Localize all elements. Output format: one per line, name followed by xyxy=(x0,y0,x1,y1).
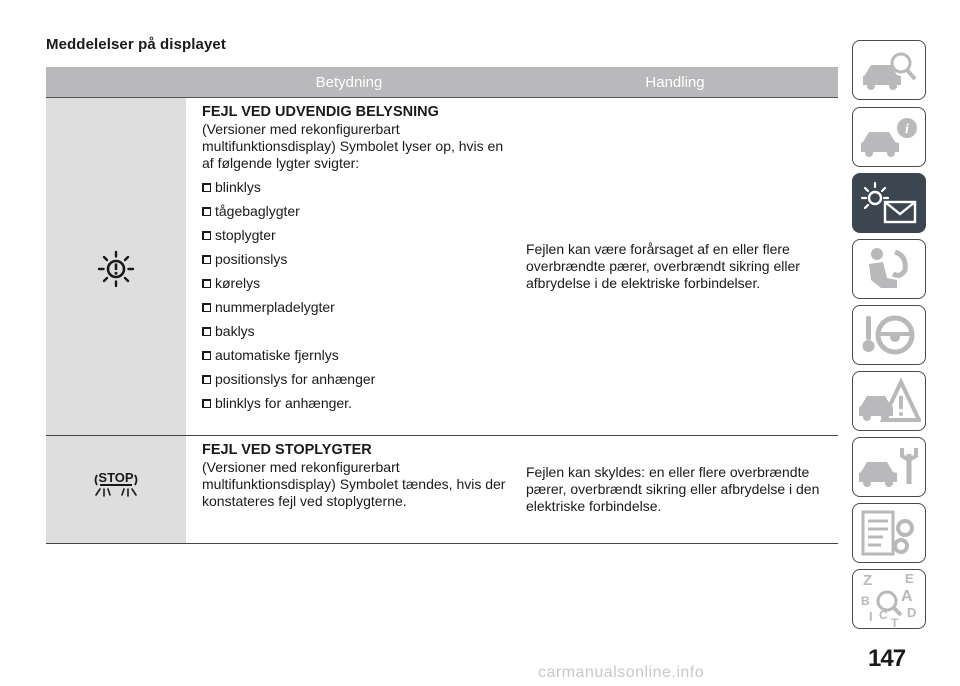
svg-text:i: i xyxy=(905,122,909,137)
list-item xyxy=(202,395,512,412)
car-info-icon xyxy=(857,112,921,162)
svg-text:Z: Z xyxy=(863,572,873,589)
car-emergency-icon xyxy=(857,376,921,426)
warning-light-message-icon xyxy=(857,178,921,228)
header-symbol-column xyxy=(46,67,186,97)
action-text: Fejlen kan være forårsaget af en eller flere overbrændte pærer, overbrændt sikring eller afbrydelse i de elektriske forbindelser. xyxy=(526,241,800,291)
checkbox-bullet-icon xyxy=(202,255,211,264)
svg-text:A: A xyxy=(901,588,913,605)
checkbox-bullet-icon xyxy=(202,303,211,312)
checkbox-bullet-icon xyxy=(202,231,211,240)
list-item-label: tågebaglygter xyxy=(215,203,300,219)
list-item xyxy=(202,299,512,316)
list-item-label: baklys xyxy=(215,323,255,339)
list-item-label: blinklys for anhænger. xyxy=(215,395,352,411)
checkbox-bullet-icon xyxy=(202,207,211,216)
svg-text:I: I xyxy=(869,609,873,624)
stop-icon-label: STOP xyxy=(98,470,134,485)
action-cell xyxy=(512,436,838,543)
svg-text:C: C xyxy=(879,608,888,622)
chapter-tab-emergency[interactable] xyxy=(852,371,926,431)
header-action: Handling xyxy=(645,74,705,91)
symbol-cell xyxy=(46,436,186,543)
action-text: Fejlen kan skyldes: en eller flere overbrændte pærer, overbrændt sikring eller afbrydelse i den elektriske forbindelse. xyxy=(526,464,820,514)
list-item-label: stoplygter xyxy=(215,227,276,243)
fault-description: (Versioner med rekonfigurerbart multifunktionsdisplay) Symbolet tændes, hvis der konstateres fejl ved stoplygterne. xyxy=(202,459,506,509)
car-wrench-icon xyxy=(857,442,921,492)
list-item xyxy=(202,371,512,388)
list-item-label: positionslys xyxy=(215,251,288,267)
checkbox-bullet-icon xyxy=(202,375,211,384)
table-row xyxy=(46,436,838,544)
action-cell xyxy=(512,98,838,435)
list-item-label: nummerpladelygter xyxy=(215,299,335,315)
svg-text:T: T xyxy=(891,616,899,627)
fault-title: FEJL VED STOPLYGTER xyxy=(202,442,372,458)
messages-table xyxy=(46,67,838,544)
chapter-tab-warning-lights[interactable] xyxy=(852,173,926,233)
list-item xyxy=(202,179,512,196)
list-item xyxy=(202,203,512,220)
page-number: 147 xyxy=(868,645,906,672)
fault-description: (Versioner med rekonfigurerbart multifunktionsdisplay) Symbolet lyser op, hvis en af følgende lygter svigter: xyxy=(202,121,504,171)
section-title: Meddelelser på displayet xyxy=(46,36,226,53)
specifications-icon xyxy=(857,508,921,558)
exterior-light-failure-icon xyxy=(96,249,136,289)
chapter-tab-car-search[interactable] xyxy=(852,40,926,100)
meaning-cell xyxy=(186,436,512,543)
list-item-label: kørelys xyxy=(215,275,261,291)
header-meaning: Betydning xyxy=(315,74,383,91)
list-item-label: blinklys xyxy=(215,179,261,195)
list-item-label: positionslys for anhænger xyxy=(215,371,376,387)
list-item xyxy=(202,251,512,268)
seat-airbag-icon xyxy=(857,244,921,294)
symbol-cell xyxy=(46,98,186,435)
svg-text:D: D xyxy=(907,605,917,620)
checkbox-bullet-icon xyxy=(202,279,211,288)
checkbox-bullet-icon xyxy=(202,399,211,408)
list-item xyxy=(202,323,512,340)
chapter-tab-safety[interactable] xyxy=(852,239,926,299)
chapter-tab-index[interactable] xyxy=(852,569,926,629)
svg-text:E: E xyxy=(905,571,914,586)
stop-light-failure-icon xyxy=(93,469,139,499)
car-search-icon xyxy=(857,45,921,95)
bullet-list xyxy=(202,179,512,412)
checkbox-bullet-icon xyxy=(202,351,211,360)
alphabet-index-icon xyxy=(857,571,921,627)
svg-text:B: B xyxy=(861,594,870,608)
watermark: carmanualsonline.info xyxy=(538,664,705,681)
steering-wheel-icon xyxy=(857,310,921,360)
table-header xyxy=(46,67,838,98)
fault-title: FEJL VED UDVENDIG BELYSNING xyxy=(202,104,439,120)
list-item xyxy=(202,275,512,292)
list-item xyxy=(202,347,512,364)
list-item-label: automatiske fjernlys xyxy=(215,347,339,363)
chapter-tab-maintenance[interactable] xyxy=(852,437,926,497)
table-row xyxy=(46,98,838,436)
checkbox-bullet-icon xyxy=(202,183,211,192)
list-item xyxy=(202,227,512,244)
meaning-cell xyxy=(186,98,512,435)
checkbox-bullet-icon xyxy=(202,327,211,336)
chapter-tab-car-info[interactable] xyxy=(852,107,926,167)
chapter-tab-technical-data[interactable] xyxy=(852,503,926,563)
chapter-tab-starting-driving[interactable] xyxy=(852,305,926,365)
